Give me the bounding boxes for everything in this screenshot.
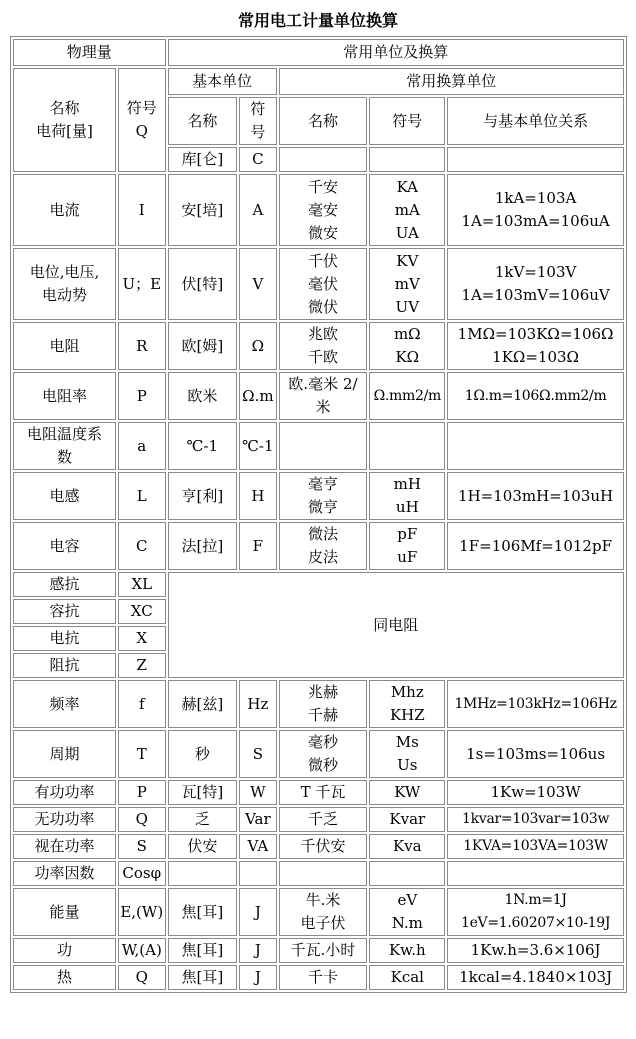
common-unit-name: 兆赫 千赫 — [279, 680, 368, 728]
basic-unit-symbol: W — [239, 780, 276, 805]
basic-unit-symbol: J — [239, 888, 276, 936]
quantity-name: 电阻温度系 数 — [13, 422, 116, 470]
quantity-name: 热 — [13, 965, 116, 990]
table-row — [13, 965, 624, 990]
basic-unit-symbol: Ω.m — [239, 372, 276, 420]
basic-unit-name: 焦[耳] — [168, 888, 238, 936]
basic-unit-symbol: ℃-1 — [239, 422, 276, 470]
unit-relation — [447, 861, 624, 886]
quantity-name: 电抗 — [13, 626, 116, 651]
basic-unit-name: 欧[姆] — [168, 322, 238, 370]
quantity-symbol: Z — [118, 653, 165, 678]
quantity-name: 能量 — [13, 888, 116, 936]
same-as-resistance-note: 同电阻 — [168, 572, 625, 678]
quantity-symbol: R — [118, 322, 165, 370]
common-unit-symbol: pF uF — [369, 522, 445, 570]
table-row — [13, 861, 624, 886]
unit-relation — [447, 422, 624, 470]
common-unit-symbol: Mhz KHZ — [369, 680, 445, 728]
empty-cell — [369, 147, 445, 172]
table-row — [13, 834, 624, 859]
basic-unit-symbol: Var — [239, 807, 276, 832]
common-unit-symbol: Kva — [369, 834, 445, 859]
basic-unit-symbol: S — [239, 730, 276, 778]
unit-relation: 1Kw=103W — [447, 780, 624, 805]
common-unit-name: 千瓦.小时 — [279, 938, 368, 963]
common-unit-symbol: eV N.m — [369, 888, 445, 936]
header-quantity: 物理量 — [13, 39, 166, 66]
common-unit-name: 微法 皮法 — [279, 522, 368, 570]
quantity-symbol: W,(A) — [118, 938, 165, 963]
common-unit-symbol: Ω.mm2/m — [369, 372, 445, 420]
header-common-unit: 常用换算单位 — [279, 68, 624, 95]
common-unit-symbol: KV mV UV — [369, 248, 445, 320]
unit-relation: 1KVA=103VA=103W — [447, 834, 624, 859]
basic-unit-symbol: J — [239, 965, 276, 990]
quantity-name: 阻抗 — [13, 653, 116, 678]
basic-unit-name: 法[拉] — [168, 522, 238, 570]
common-unit-name: 欧.毫米 2/ 米 — [279, 372, 368, 420]
quantity-symbol: Cosφ — [118, 861, 165, 886]
table-row — [13, 730, 624, 778]
unit-conversion-table — [10, 36, 627, 993]
basic-unit-name: 伏[特] — [168, 248, 238, 320]
quantity-name: 功率因数 — [13, 861, 116, 886]
quantity-name: 感抗 — [13, 572, 116, 597]
common-unit-symbol: mΩ KΩ — [369, 322, 445, 370]
table-row — [13, 522, 624, 570]
common-unit-symbol: KW — [369, 780, 445, 805]
basic-unit-symbol: A — [239, 174, 276, 246]
common-unit-name: T 千瓦 — [279, 780, 368, 805]
basic-unit-symbol: Hz — [239, 680, 276, 728]
quantity-name: 电阻 — [13, 322, 116, 370]
common-unit-name: 千伏安 — [279, 834, 368, 859]
quantity-symbol: X — [118, 626, 165, 651]
quantity-name: 电阻率 — [13, 372, 116, 420]
quantity-name: 电感 — [13, 472, 116, 520]
basic-unit-symbol — [239, 861, 276, 886]
quantity-symbol: T — [118, 730, 165, 778]
table-row — [13, 322, 624, 370]
common-unit-name: 牛.米 电子伏 — [279, 888, 368, 936]
header-relation: 与基本单位关系 — [447, 97, 624, 145]
table-row — [13, 807, 624, 832]
unit-relation: 1MHz=103kHz=106Hz — [447, 680, 624, 728]
quantity-name: 功 — [13, 938, 116, 963]
empty-cell — [447, 147, 624, 172]
charge-unit-name: 库[仑] — [168, 147, 238, 172]
common-unit-name: 千卡 — [279, 965, 368, 990]
quantity-symbol: P — [118, 780, 165, 805]
quantity-name: 容抗 — [13, 599, 116, 624]
unit-relation: 1kV=103V 1A=103mV=106uV — [447, 248, 624, 320]
basic-unit-name: 乏 — [168, 807, 238, 832]
common-unit-symbol: KA mA UA — [369, 174, 445, 246]
quantity-symbol: Q — [118, 965, 165, 990]
unit-relation: 1F=106Mf=1012pF — [447, 522, 624, 570]
quantity-symbol: f — [118, 680, 165, 728]
header-common-name: 名称 — [279, 97, 368, 145]
basic-unit-name: ℃-1 — [168, 422, 238, 470]
basic-unit-name: 焦[耳] — [168, 965, 238, 990]
common-unit-name: 毫亨 微亨 — [279, 472, 368, 520]
quantity-symbol: Q — [118, 807, 165, 832]
quantity-symbol: U；E — [118, 248, 165, 320]
header-basic-unit: 基本单位 — [168, 68, 277, 95]
table-row — [13, 680, 624, 728]
basic-unit-symbol: J — [239, 938, 276, 963]
empty-cell — [279, 147, 368, 172]
quantity-symbol: E,(W) — [118, 888, 165, 936]
quantity-symbol: L — [118, 472, 165, 520]
table-row — [13, 572, 624, 597]
quantity-symbol: P — [118, 372, 165, 420]
basic-unit-name: 欧米 — [168, 372, 238, 420]
quantity-symbol: XL — [118, 572, 165, 597]
quantity-name: 有功功率 — [13, 780, 116, 805]
quantity-name: 电流 — [13, 174, 116, 246]
basic-unit-name: 安[培] — [168, 174, 238, 246]
common-unit-symbol: Kcal — [369, 965, 445, 990]
basic-unit-name — [168, 861, 238, 886]
charge-unit-symbol: C — [239, 147, 276, 172]
table-row — [13, 780, 624, 805]
unit-relation: 1Kw.h=3.6×106J — [447, 938, 624, 963]
common-unit-name: 千安 毫安 微安 — [279, 174, 368, 246]
basic-unit-name: 焦[耳] — [168, 938, 238, 963]
quantity-name: 电位,电压, 电动势 — [13, 248, 116, 320]
basic-unit-symbol: Ω — [239, 322, 276, 370]
common-unit-name: 兆欧 千欧 — [279, 322, 368, 370]
header-symbol-q: 符号 Q — [118, 68, 165, 172]
basic-unit-name: 亨[利] — [168, 472, 238, 520]
basic-unit-name: 秒 — [168, 730, 238, 778]
table-row — [13, 472, 624, 520]
header-name-charge: 名称 电荷[量] — [13, 68, 116, 172]
header-basic-symbol: 符 号 — [239, 97, 276, 145]
common-unit-symbol — [369, 422, 445, 470]
header-basic-name: 名称 — [168, 97, 238, 145]
unit-relation: 1Ω.m=106Ω.mm2/m — [447, 372, 624, 420]
table-row — [13, 938, 624, 963]
table-row — [13, 372, 624, 420]
unit-relation: 1MΩ=103KΩ=106Ω 1KΩ=103Ω — [447, 322, 624, 370]
page-title: 常用电工计量单位换算 — [237, 11, 398, 30]
quantity-name: 周期 — [13, 730, 116, 778]
common-unit-symbol — [369, 861, 445, 886]
common-unit-symbol: Kw.h — [369, 938, 445, 963]
quantity-name: 视在功率 — [13, 834, 116, 859]
table-row — [13, 422, 624, 470]
header-units-conversion: 常用单位及换算 — [168, 39, 625, 66]
table-row — [13, 888, 624, 936]
common-unit-name: 千伏 毫伏 微伏 — [279, 248, 368, 320]
basic-unit-symbol: VA — [239, 834, 276, 859]
quantity-symbol: a — [118, 422, 165, 470]
unit-relation: 1H=103mH=103uH — [447, 472, 624, 520]
common-unit-symbol: Kvar — [369, 807, 445, 832]
unit-relation: 1kcal=4.1840×103J — [447, 965, 624, 990]
table-row — [13, 248, 624, 320]
basic-unit-name: 伏安 — [168, 834, 238, 859]
basic-unit-symbol: V — [239, 248, 276, 320]
common-unit-name — [279, 422, 368, 470]
quantity-symbol: I — [118, 174, 165, 246]
basic-unit-name: 瓦[特] — [168, 780, 238, 805]
common-unit-symbol: mH uH — [369, 472, 445, 520]
quantity-name: 电容 — [13, 522, 116, 570]
unit-relation: 1kA=103A 1A=103mA=106uA — [447, 174, 624, 246]
common-unit-name — [279, 861, 368, 886]
header-common-symbol: 符号 — [369, 97, 445, 145]
common-unit-name: 千乏 — [279, 807, 368, 832]
unit-relation: 1s=103ms=106us — [447, 730, 624, 778]
basic-unit-symbol: H — [239, 472, 276, 520]
quantity-symbol: XC — [118, 599, 165, 624]
quantity-name: 频率 — [13, 680, 116, 728]
unit-relation: 1N.m=1J 1eV=1.60207×10-19J — [447, 888, 624, 936]
basic-unit-symbol: F — [239, 522, 276, 570]
quantity-name: 无功功率 — [13, 807, 116, 832]
basic-unit-name: 赫[兹] — [168, 680, 238, 728]
quantity-symbol: C — [118, 522, 165, 570]
table-row — [13, 174, 624, 246]
quantity-symbol: S — [118, 834, 165, 859]
common-unit-name: 毫秒 微秒 — [279, 730, 368, 778]
unit-relation: 1kvar=103var=103w — [447, 807, 624, 832]
common-unit-symbol: Ms Us — [369, 730, 445, 778]
